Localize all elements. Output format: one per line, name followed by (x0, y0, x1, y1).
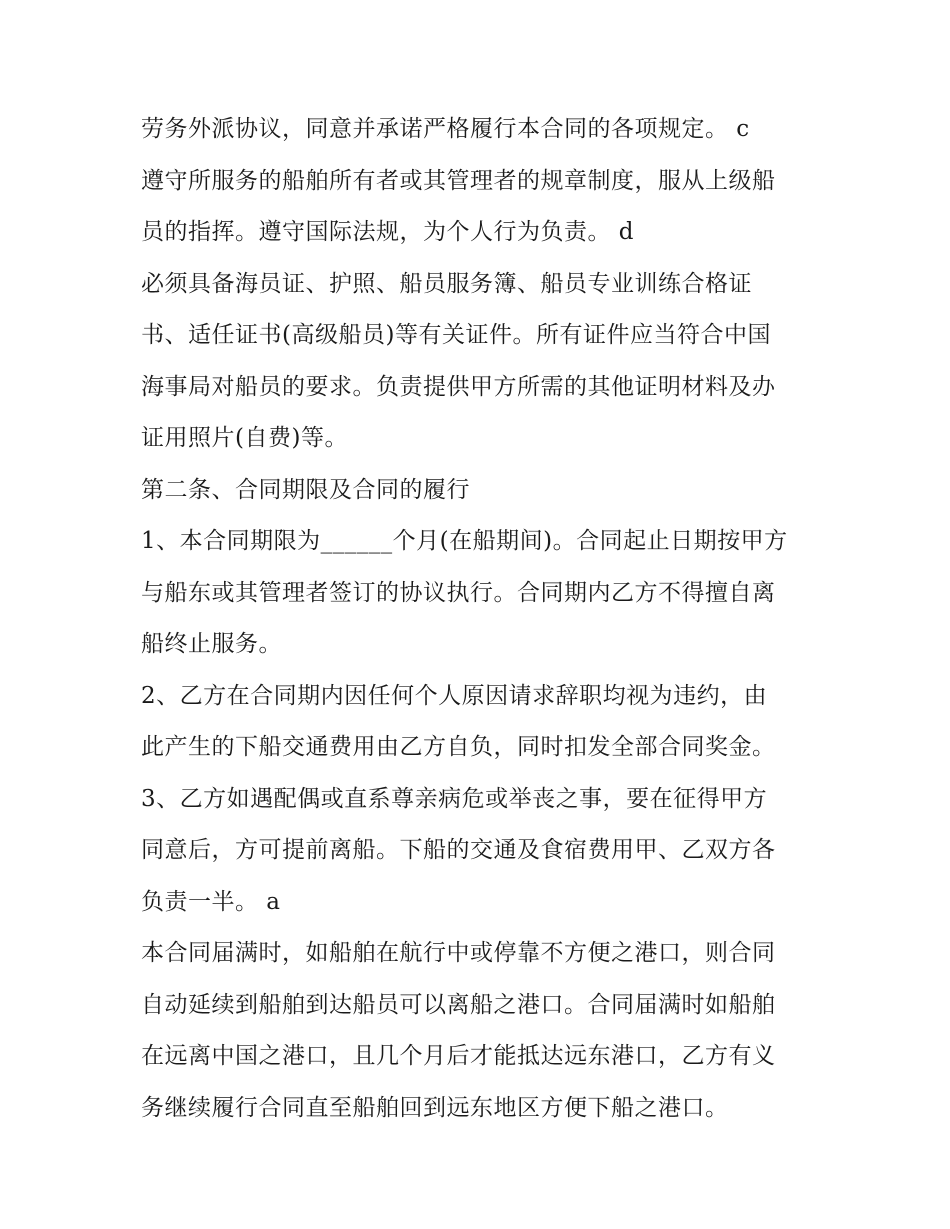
text-line: 此产生的下船交通费用由乙方自负，同时扣发全部合同奖金。 (141, 734, 776, 760)
text-line: 海事局对船员的要求。负责提供甲方所需的其他证明材料及办 (141, 373, 776, 400)
text-line: 员的指挥。遵守国际法规，为个人行为负责。 d (141, 219, 635, 245)
text-line: 证用照片(自费)等。 (141, 425, 348, 451)
text-line: 与船东或其管理者签订的协议执行。合同期内乙方不得擅自离 (141, 579, 776, 606)
text-line: 本合同届满时，如船舶在航行中或停靠不方便之港口，则合同 (141, 940, 776, 966)
text-line: 务继续履行合同直至船舶回到远东地区方便下船之港口。 (141, 1094, 729, 1121)
text-line: 在远离中国之港口，且几个月后才能抵达远东港口，乙方有义 (141, 1043, 776, 1069)
text-line: 必须具备海员证、护照、船员服务簿、船员专业训练合格证 (141, 270, 752, 297)
text-line: 3、乙方如遇配偶或直系尊亲病危或举丧之事，要在征得甲方 (141, 785, 768, 812)
text-line: 同意后，方可提前离船。下船的交通及食宿费用甲、乙双方各 (141, 837, 776, 863)
text-line: 书、适任证书(高级船员)等有关证件。所有证件应当符合中国 (141, 322, 771, 348)
document-body (141, 104, 821, 1134)
section-heading: 第二条、合同期限及合同的履行 (141, 476, 470, 503)
text-line: 自动延续到船舶到达船员可以离船之港口。合同届满时如船舶 (141, 991, 776, 1018)
text-line: 遵守所服务的船舶所有者或其管理者的规章制度，服从上级船 (141, 167, 776, 194)
text-line: 劳务外派协议，同意并承诺严格履行本合同的各项规定。 c (141, 116, 750, 142)
text-line: 船终止服务。 (141, 631, 282, 657)
text-line: 1、本合同期限为______个月(在船期间)。合同起止日期按甲方 (141, 528, 788, 554)
text-line: 2、乙方在合同期内因任何个人原因请求辞职均视为违约，由 (141, 682, 768, 709)
text-line: 负责一半。 a (141, 888, 281, 915)
